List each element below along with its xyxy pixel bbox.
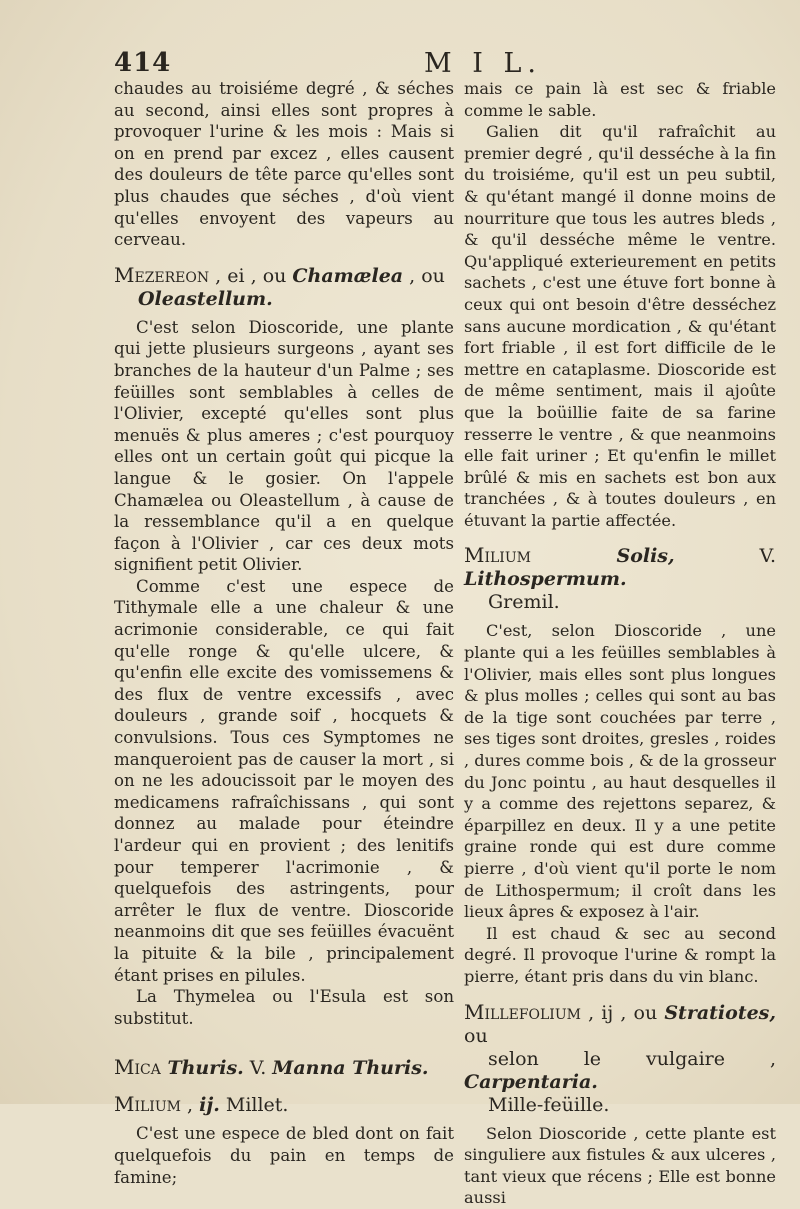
entry-heading-mezereon <box>114 264 454 311</box>
entry-connector: , <box>180 1094 200 1117</box>
entry-synonym: Stratiotes, <box>664 1001 776 1024</box>
entry-synonym: Thuris. <box>160 1057 244 1080</box>
entry-heading-mica <box>114 1056 454 1080</box>
entry-heading-millefolium <box>464 1001 776 1117</box>
entry-connector: , ij , ou <box>580 1001 665 1024</box>
entry-name: Mezereon <box>114 262 210 287</box>
entry-connector: V. <box>674 545 776 568</box>
paragraph: La Thymelea ou l'Esula est son substitut. <box>114 987 454 1028</box>
paragraph: Galien dit qu'il rafraîchit au premier degré , qu'il desséche à la fin du troisiéme, qu'il est un peu subtil, & qu'étant mangé il donne moins de nourriture que tous les autres bleds , & qu'il desséche même le ventre. Qu'appliqué exterieurement en petits sachets , c'est une étuve fort bonne à ceux qui ont besoin d'être desséchez sans aucune mordication , & qu'étant fort friable , il est fort difficile de le mettre en cataplasme. Dioscoride est de même sentiment, mais il ajoûte que la boüillie faite de sa farine resserre le ventre , & que neanmoins elle fait uriner ; Et qu'enfin le millet brûlé & mis en sachets est bon aux tranchées , & à toutes douleurs , en étuvant la partie affectée. <box>464 122 776 530</box>
entry-synonym: Chamælea <box>292 264 404 287</box>
entry-name: Mica <box>114 1055 161 1080</box>
page-number: 414 <box>114 48 172 78</box>
entry-french-name: Millet. <box>219 1094 289 1117</box>
paragraph: C'est une espece de bled dont on fait quelquefois du pain en temps de famine; <box>114 1124 454 1187</box>
entry-synonym: Solis, <box>530 545 675 568</box>
paragraph: Comme c'est une espece de Tithymale elle a une chaleur & une acrimonie considerable, ce qui fait qu'elle ronge & qu'elle ulcere, & qu'enfin elle excite des vomissemens & des flux de ventre excessifs , avec douleurs , grande soif , hocquets & convulsions. Tous ces Symptomes ne manqueroient pas de causer la mort , si on ne les adoucissoit par le moyen des medicamens rafraîchissans , qui sont donnez au malade pour éteindre l'ardeur qui en provient ; des lenitifs pour temperer l'acrimonie , & quelquefois des astringents, pour arrêter le flux de ventre. Dioscoride neanmoins dit que ses feüilles évacuënt la pituite & la bile , principalement étant prises en pilules. <box>114 576 454 985</box>
entry-connector: V. <box>243 1057 273 1080</box>
entry-heading-milium-solis <box>464 544 776 614</box>
entry-connector: ou <box>464 1024 488 1047</box>
entry-crossref: Manna Thuris. <box>272 1057 429 1080</box>
entry-count: ij. <box>199 1094 220 1117</box>
entry-name: Milium <box>464 543 531 568</box>
entry-connector: , ei , ou <box>209 264 293 287</box>
entry-french-name: Mille-feüille. <box>488 1093 610 1116</box>
entry-crossref: Lithospermum. <box>464 568 627 591</box>
entry-name: Millefolium <box>464 999 581 1024</box>
entry-synonym: Carpentaria. <box>464 1070 598 1093</box>
paragraph: chaudes au troisiéme degré , & séches au second, ainsi elles sont propres à provoquer l'urine & les mois : Mais si on en prend par excez , elles causent des douleurs de tête parce qu'elles sont plus chaudes que séches , d'où vient qu'elles envoyent des vapeurs au cerveau. <box>114 79 454 250</box>
entry-name: Milium <box>114 1092 181 1117</box>
entry-synonym: Oleastellum. <box>138 287 273 310</box>
paragraph: mais ce pain là est sec & friable comme le sable. <box>464 79 776 120</box>
paragraph: C'est, selon Dioscoride , une plante qui a les feüilles semblables à l'Olivier, mais elles sont plus longues & plus molles ; celles qui sont au bas de la tige sont couchées par terre , ses tiges sont droites, gresles , roides , dures comme bois , & de la grosseur du Jonc pointu , au haut desquelles il y a comme des rejettons separez, & éparpillez en deux. Il y a une petite graine ronde qui est dure comme pierre , d'où vient qu'il porte le nom de Lithospermum; il croît dans les lieux âpres & exposez à l'air. <box>464 621 776 922</box>
left-column <box>114 78 454 1188</box>
page-header <box>114 48 760 80</box>
right-column <box>464 78 776 1209</box>
paragraph: C'est selon Dioscoride, une plante qui jette plusieurs surgeons , ayant ses branches de la hauteur d'un Palme ; ses feüilles sont semblables à celles de l'Olivier, excepté qu'elles sont plus menuës & plus ameres ; c'est pourquoy elles ont un certain goût qui picque la langue & le gosier. On l'appele Chamælea ou Oleastellum , à cause de la ressemblance qu'il a en quelque façon à l'Olivier , car ces deux mots signifient petit Olivier. <box>114 317 454 575</box>
entry-french-name: Gremil. <box>488 591 560 614</box>
entry-vulgar-name: selon le vulgaire , <box>488 1047 776 1070</box>
entry-heading-milium <box>114 1093 454 1117</box>
paragraph: Il est chaud & sec au second degré. Il provoque l'urine & rompt la pierre, étant pris dans du vin blanc. <box>464 923 776 986</box>
paragraph: Selon Dioscoride , cette plante est singuliere aux fistules & aux ulceres , tant vieux que récens ; Elle est bonne aussi <box>464 1123 776 1208</box>
running-head: M I L. <box>424 48 542 79</box>
entry-connector: , ou <box>403 264 445 287</box>
